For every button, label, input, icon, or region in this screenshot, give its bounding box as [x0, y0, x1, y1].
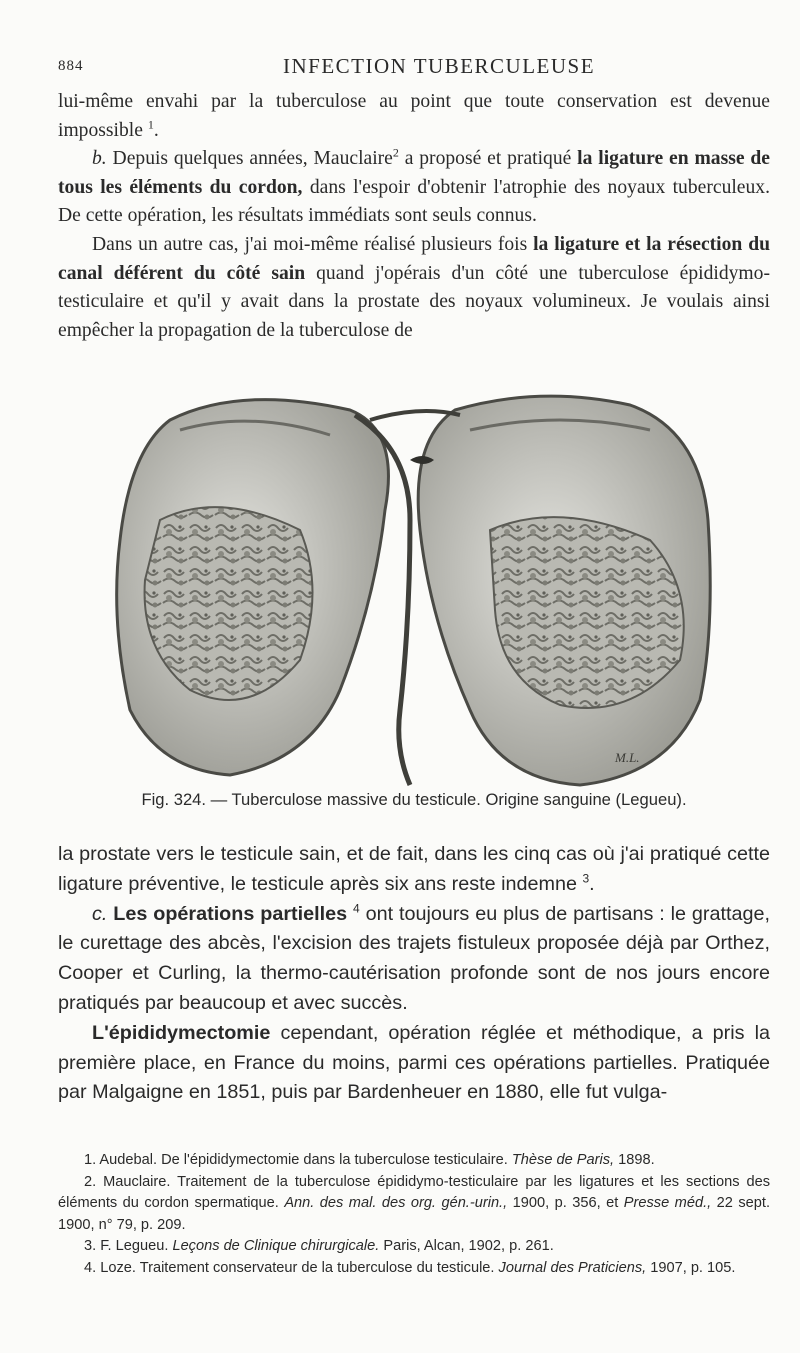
testicle-section-drawing	[110, 390, 715, 790]
footnote-4: 4. Loze. Traitement conservateur de la tuberculose du testicule. Journal des Praticiens, 1907, p. 105.	[84, 1259, 736, 1276]
footnote-3: 3. F. Legueu. Leçons de Clinique chirurgicale. Paris, Alcan, 1902, p. 261.	[84, 1238, 554, 1254]
footnote-ref-1[interactable]: 1	[147, 117, 154, 132]
body-text-bottom	[58, 840, 770, 1108]
running-title: INFECTION TUBERCULEUSE	[283, 54, 596, 78]
footnote-1: 1. Audebal. De l'épididymectomie dans la tuberculose testiculaire. Thèse de Paris, 1898.	[84, 1152, 655, 1168]
artist-signature: M.L.	[615, 750, 640, 765]
footnotes	[58, 1150, 770, 1279]
paragraph-continuation: lui-même envahi par la tuberculose au point que toute conservation est devenue impossible $^1$.	[58, 91, 770, 141]
paragraph-ligature: Dans un autre cas, j'ai moi-même réalisé plusieurs fois la ligature et la résection du canal déférent du côté sain quand j'opérais d'un côté une tuberculose épididymo-testiculaire et qu'il y avait dans la prostate des noyaux volumineux. Je voulais ainsi empêcher la propagation de la tuberculose de	[58, 233, 770, 341]
paragraph-epididymectomie: L'épididymectomie cependant, opération réglée et méthodique, a pris la première place, en France du moins, parmi ces opérations partielles. Pratiquée par Malgaigne en 1851, puis par Bardenheuer en 1880, elle fut vulga-	[58, 1021, 770, 1104]
footnote-2: 2. Mauclaire. Traitement de la tuberculose épididymo-testiculaire par les ligatures et les sections des éléments du cordon spermatique. Ann. des mal. des org. gén.-urin., 1900, p. 356, et Presse méd., 22 sept. 1900, n° 79, p. 209.	[58, 1173, 770, 1233]
figure-testicle-illustration	[110, 390, 715, 790]
paragraph-prostate: la prostate vers le testicule sain, et de fait, dans les cinq cas où j'ai pratiqué cette ligature préventive, le testicule après six ans reste indemne $^3$.	[58, 843, 770, 895]
page-number: 884	[58, 58, 84, 74]
page-header	[58, 54, 768, 84]
footnote-ref-3[interactable]: 3	[582, 871, 590, 886]
footnote-ref-2[interactable]: 2	[392, 145, 399, 160]
footnote-ref-4[interactable]: 4	[353, 901, 360, 915]
body-text-top	[58, 88, 770, 345]
figure-caption: Fig. 324. — Tuberculose massive du testicule. Origine sanguine (Legueu).	[141, 790, 687, 809]
paragraph-mauclaire: b. Depuis quelques années, Mauclaire$^2$ a proposé et pratiqué la ligature en masse de tous les éléments du cordon, dans l'espoir d'obtenir l'atrophie des noyaux tuberculeux. De cette opération, les résultats immédiats sont seuls connus.	[58, 145, 770, 227]
paragraph-operations-partielles: c. Les opérations partielles $^4$ ont toujours eu plus de partisans : le grattage, le curettage des abcès, l'excision des trajets fistuleux proposée déjà par Orthez, Cooper et Curling, la thermo-cautérisation profonde sont de nos jours encore pratiqués par beaucoup et avec succès.	[58, 901, 771, 1014]
